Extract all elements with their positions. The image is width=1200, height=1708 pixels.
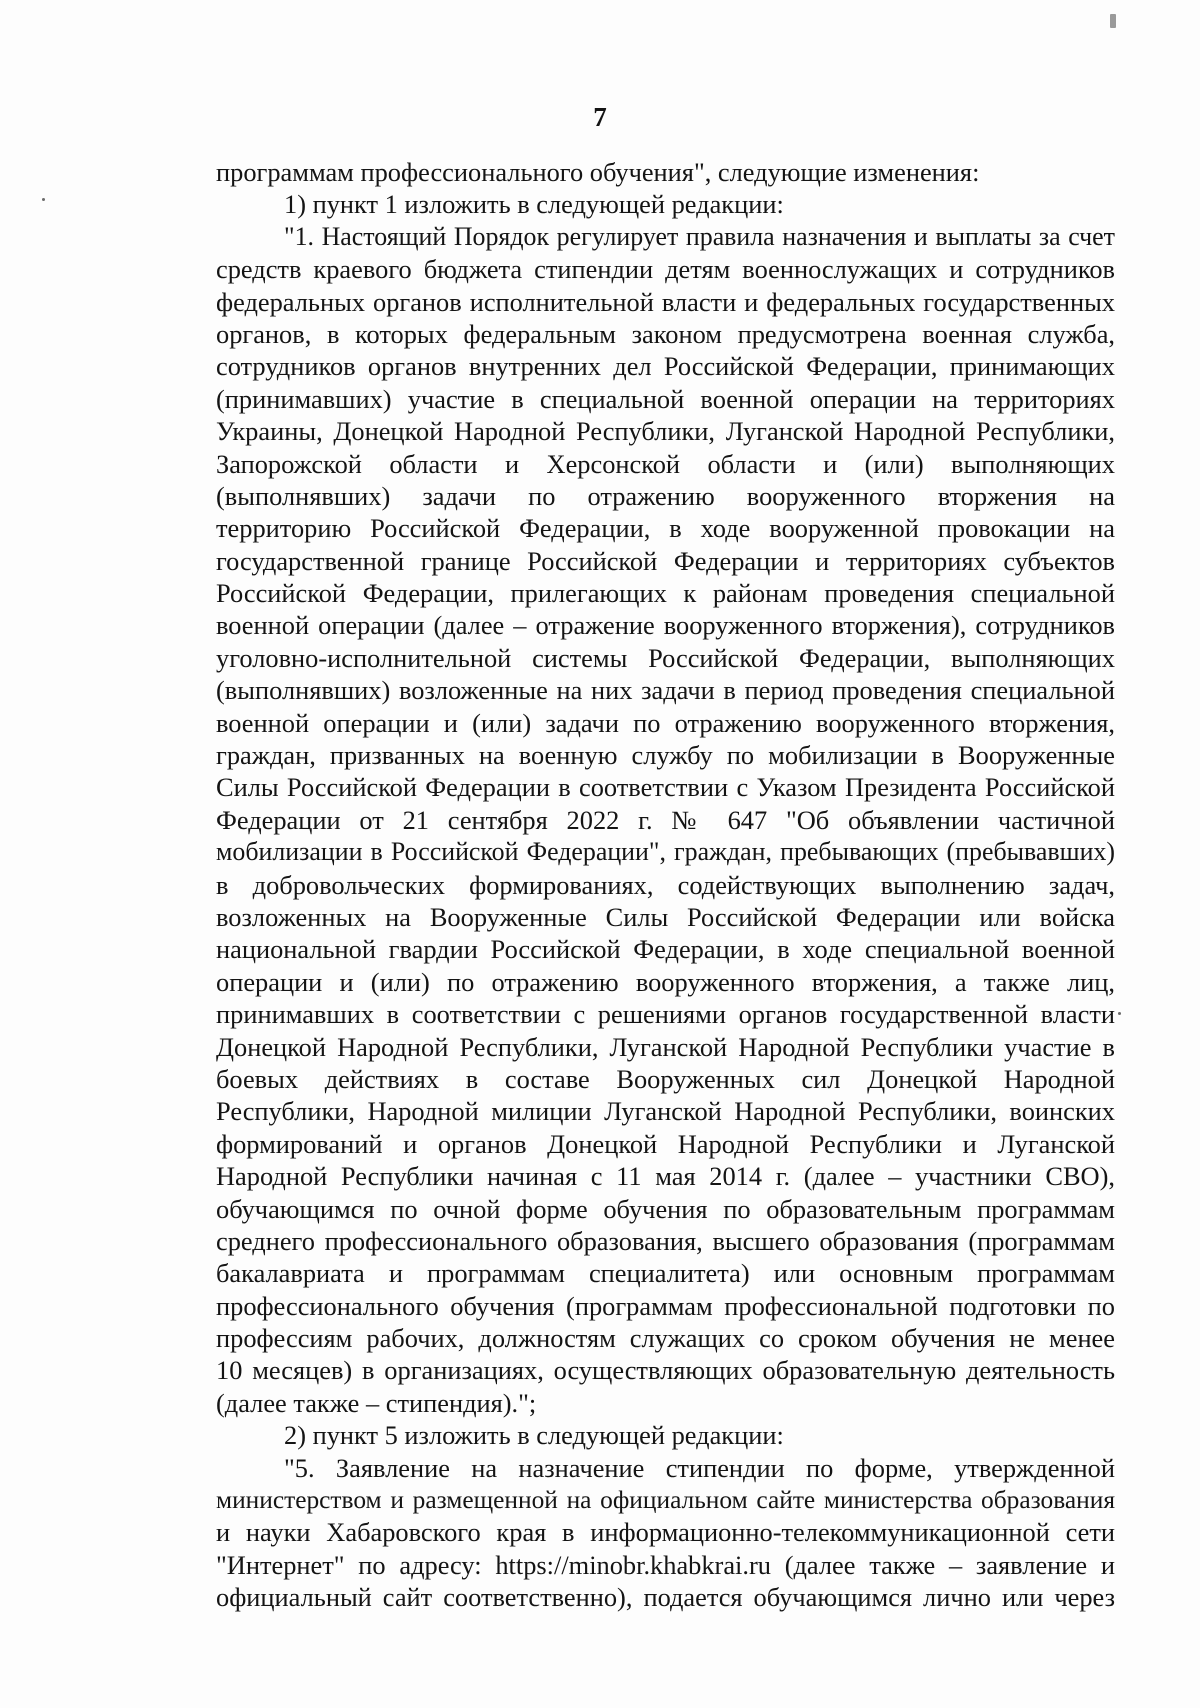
body-text xyxy=(216,156,1115,1614)
scan-speck xyxy=(1110,14,1116,28)
text-line: официальный сайт соответственно), подается обучающимся лично или через xyxy=(216,1582,1115,1613)
page-number: 7 xyxy=(593,102,607,132)
text-line: принимавших в соответствии с решениями органов государственной власти xyxy=(216,999,1115,1030)
text-line: "Интернет" по адресу: https://minobr.khabkrai.ru (далее также – заявление и xyxy=(216,1549,1115,1580)
scan-speck xyxy=(1118,1012,1121,1015)
text-line: средств краевого бюджета стипендии детям военнослужащих и сотрудников xyxy=(216,254,1115,285)
text-line: (принимавших) участие в специальной военной операции на территориях xyxy=(216,383,1115,414)
text-line: программам профессионального обучения", следующие изменения: xyxy=(216,157,980,187)
text-line: "1. Настоящий Порядок регулирует правила назначения и выплаты за счет xyxy=(284,221,1115,251)
text-line: операции и (или) по отражению вооруженного вторжения, а также лиц, xyxy=(216,966,1115,997)
text-line: боевых действиях в составе Вооруженных сил Донецкой Народной xyxy=(216,1063,1115,1094)
text-line: "5. Заявление на назначение стипендии по форме, утвержденной xyxy=(284,1452,1115,1483)
text-line: бакалавриата и программам специалитета) или основным программам xyxy=(216,1258,1115,1289)
text-line: территорию Российской Федерации, в ходе вооруженной провокации на xyxy=(216,513,1115,544)
text-line: 1) пункт 1 изложить в следующей редакции: xyxy=(284,189,784,220)
text-line: Донецкой Народной Республики, Луганской Народной Республики участие в xyxy=(216,1031,1115,1062)
text-line: Запорожской области и Херсонской области и (или) выполняющих xyxy=(216,448,1115,479)
text-line: военной операции (далее – отражение вооруженного вторжения), сотрудников xyxy=(216,610,1115,641)
text-line: министерством и размещенной на официальном сайте министерства образования xyxy=(216,1486,1115,1515)
text-line: федеральных органов исполнительной власти и федеральных государственных xyxy=(216,286,1115,317)
text-line: Народной Республики начиная с 11 мая 2014 г. (далее – участники СВО), xyxy=(216,1161,1115,1192)
text-line: среднего профессионального образования, высшего образования (программам xyxy=(216,1225,1115,1256)
text-line: 10 месяцев) в организациях, осуществляющих образовательную деятельность xyxy=(216,1355,1115,1386)
text-line: органов, в которых федеральным законом предусмотрена военная служба, xyxy=(216,318,1115,349)
text-line: Силы Российской Федерации в соответствии с Указом Президента Российской xyxy=(216,772,1115,803)
text-line: государственной границе Российской Федерации и территориях субъектов xyxy=(216,545,1115,576)
text-line: мобилизации в Российской Федерации", граждан, пребывающих (пребывавших) xyxy=(216,837,1115,867)
text-line: сотрудников органов внутренних дел Российской Федерации, принимающих xyxy=(216,351,1115,382)
text-line: национальной гвардии Российской Федерации, в ходе специальной военной xyxy=(216,934,1115,965)
text-line: профессионального обучения (программам профессиональной подготовки по xyxy=(216,1290,1115,1321)
text-line: военной операции и (или) задачи по отражению вооруженного вторжения, xyxy=(216,707,1115,738)
scan-speck xyxy=(42,198,45,201)
text-line: в добровольческих формированиях, содействующих выполнению задач, xyxy=(216,869,1115,900)
text-line: Украины, Донецкой Народной Республики, Луганской Народной Республики, xyxy=(216,416,1115,447)
text-line: Российской Федерации, прилегающих к районам проведения специальной xyxy=(216,578,1115,609)
text-line: (далее также – стипендия)."; xyxy=(216,1387,537,1418)
text-line: формирований и органов Донецкой Народной Республики и Луганской xyxy=(216,1128,1115,1159)
text-line: (выполнявших) задачи по отражению вооруженного вторжения на xyxy=(216,480,1115,511)
text-line: 2) пункт 5 изложить в следующей редакции: xyxy=(284,1420,784,1451)
text-line: граждан, призванных на военную службу по мобилизации в Вооруженные xyxy=(216,740,1115,771)
text-line: профессиям рабочих, должностям служащих со сроком обучения не менее xyxy=(216,1323,1115,1354)
text-line: возложенных на Вооруженные Силы Российской Федерации или войска xyxy=(216,901,1115,932)
text-line: обучающимся по очной форме обучения по образовательным программам xyxy=(216,1193,1115,1224)
text-line: и науки Хабаровского края в информационно-телекоммуникационной сети xyxy=(216,1517,1115,1548)
text-line: Федерации от 21 сентября 2022 г. № 647 "Об объявлении частичной xyxy=(216,804,1115,835)
text-line: (выполнявших) возложенные на них задачи в период проведения специальной xyxy=(216,675,1115,706)
text-line: Республики, Народной милиции Луганской Народной Республики, воинских xyxy=(216,1096,1115,1127)
text-line: уголовно-исполнительной системы Российской Федерации, выполняющих xyxy=(216,642,1115,673)
